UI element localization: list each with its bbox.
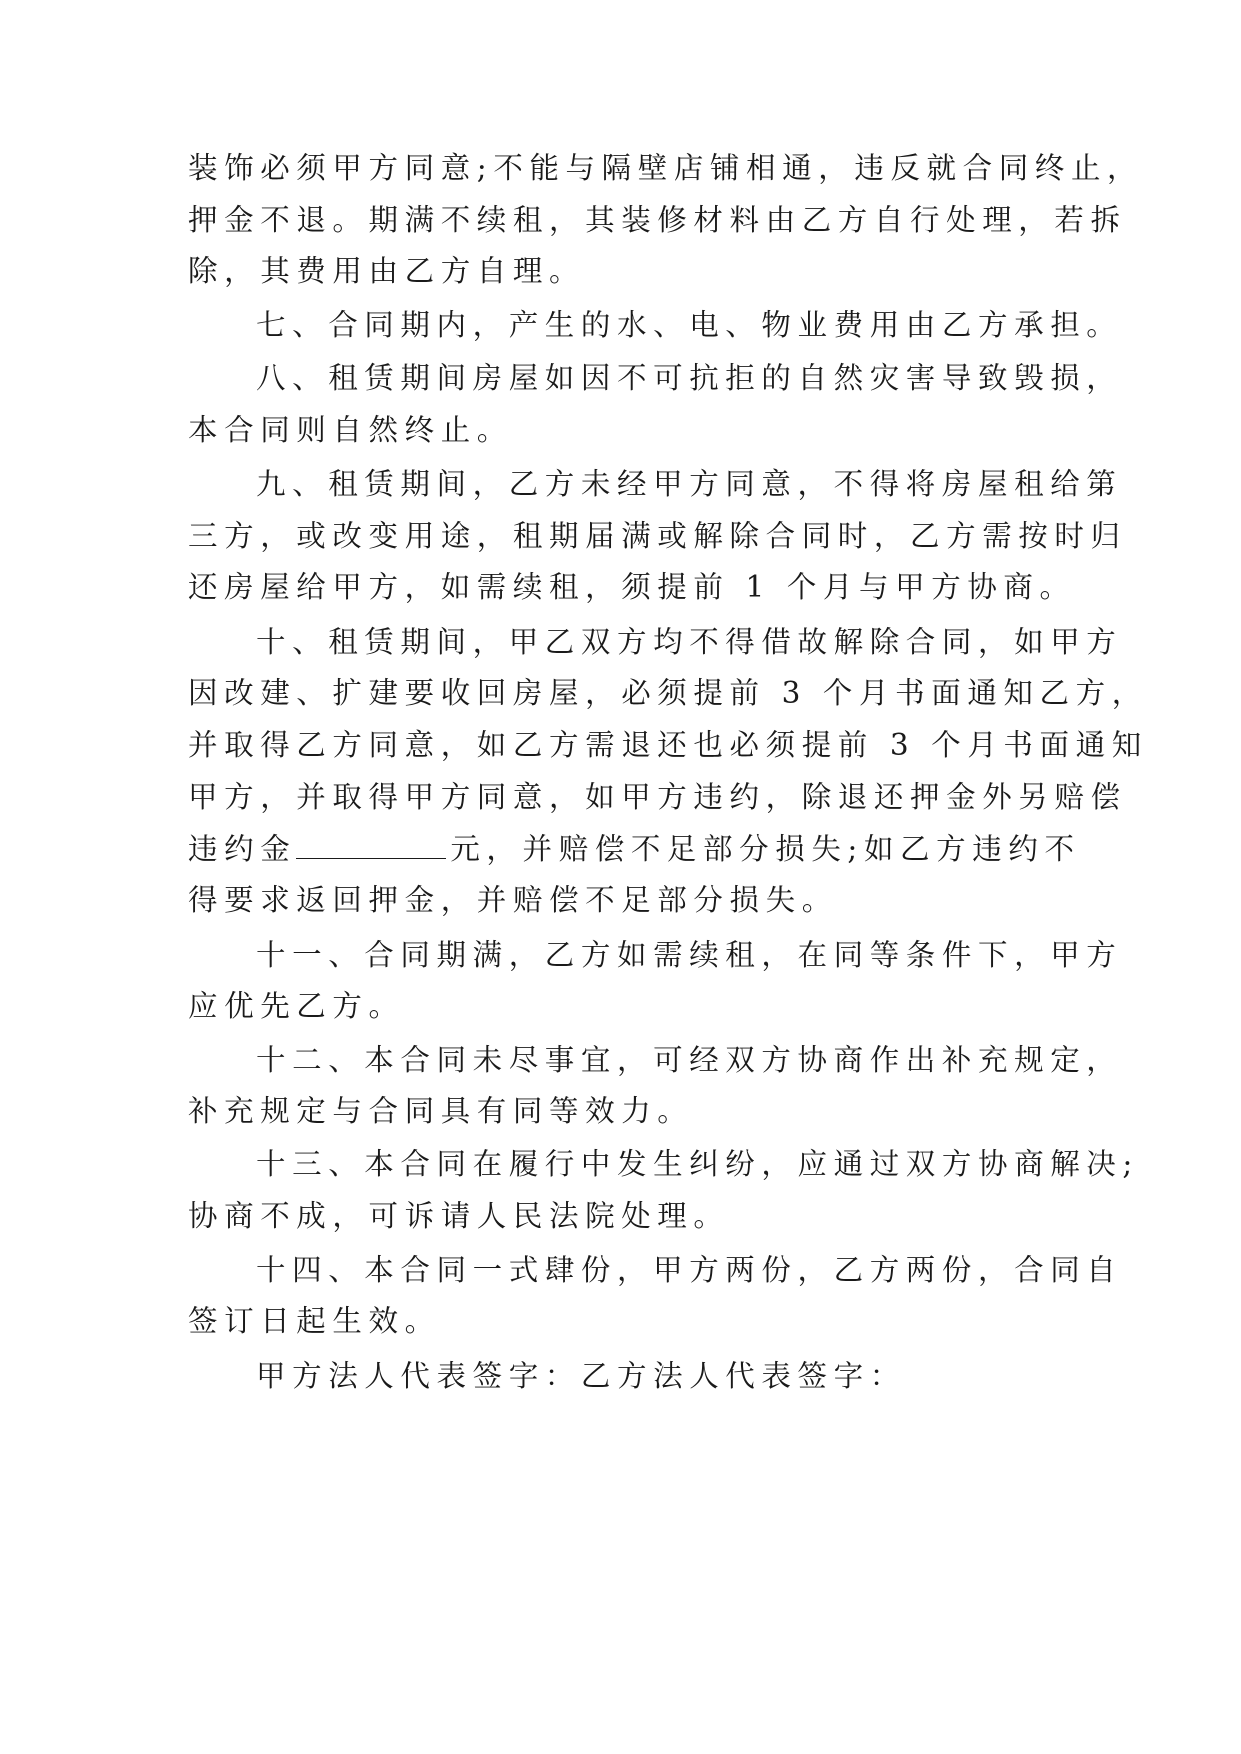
text-line: 本合同则自然终止。 [188,413,513,447]
text-line: 得要求返回押金，并赔偿不足部分损失。 [188,883,838,917]
penalty-amount-blank [296,834,446,859]
clause-8-line: 八、租赁期间房屋如因不可抗拒的自然灾害导致毁损， [256,361,1123,395]
text-line: 还房屋给甲方，如需续租，须提前 1 个月与甲方协商。 [188,570,1076,604]
text-line: 装饰必须甲方同意;不能与隔壁店铺相通，违反就合同终止， [188,151,1144,185]
text-line: 并取得乙方同意，如乙方需退还也必须提前 3 个月书面通知 [188,728,1148,762]
text-line: 押金不退。期满不续租，其装修材料由乙方自行处理，若拆 [188,203,1127,237]
text-line: 甲方，并取得甲方同意，如甲方违约，除退还押金外另赔偿 [188,780,1127,814]
text-line: 签订日起生效。 [188,1304,441,1338]
penalty-suffix: 元，并赔偿不足部分损失;如乙方违约不 [450,832,1081,866]
text-line: 除，其费用由乙方自理。 [188,254,586,288]
clause-9-line: 九、租赁期间，乙方未经甲方同意，不得将房屋租给第 [256,467,1123,501]
text-line: 补充规定与合同具有同等效力。 [188,1094,694,1128]
clause-12-line: 十二、本合同未尽事宜，可经双方协商作出补充规定， [256,1043,1123,1077]
signature-line: 甲方法人代表签字：乙方法人代表签字： [256,1359,906,1393]
text-line: 因改建、扩建要收回房屋，必须提前 3 个月书面通知乙方， [188,676,1148,710]
clause-11-line: 十一、合同期满，乙方如需续租，在同等条件下，甲方 [256,938,1123,972]
clause-7-line: 七、合同期内，产生的水、电、物业费用由乙方承担。 [256,308,1123,342]
clause-14-line: 十四、本合同一式肆份，甲方两份，乙方两份，合同自 [256,1253,1123,1287]
text-line: 应优先乙方。 [188,989,405,1023]
text-line: 协商不成，可诉请人民法院处理。 [188,1199,730,1233]
penalty-line [188,829,1081,869]
clause-10-line: 十、租赁期间，甲乙双方均不得借故解除合同，如甲方 [256,625,1123,659]
text-line: 三方，或改变用途，租期届满或解除合同时，乙方需按时归 [188,519,1127,553]
clause-13-line: 十三、本合同在履行中发生纠纷，应通过双方协商解决; [256,1147,1139,1181]
penalty-prefix: 违约金 [188,832,297,866]
